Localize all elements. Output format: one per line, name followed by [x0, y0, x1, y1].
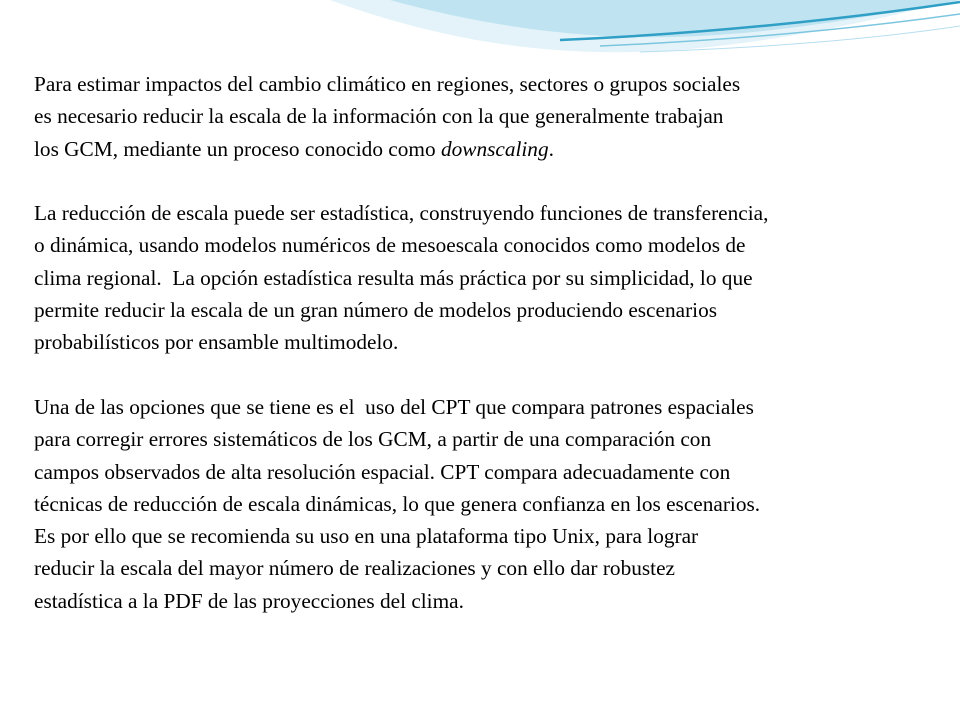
- paragraph-3-line-3: campos observados de alta resolución espacial. CPT compara adecuadamente con: [34, 459, 731, 484]
- paragraph-1: [34, 68, 954, 165]
- paragraph-1-line-3-after: .: [548, 136, 554, 161]
- paragraph-3-line-6: reducir la escala del mayor número de realizaciones y con ello dar robustez: [34, 556, 675, 581]
- paragraph-2-line-3: clima regional. La opción estadística resulta más práctica por su simplicidad, lo que: [34, 265, 753, 290]
- downscaling-term: downscaling: [440, 136, 549, 161]
- paragraph-2-line-4: permite reducir la escala de un gran número de modelos produciendo escenarios: [34, 298, 718, 323]
- paragraph-1-line-2: es necesario reducir la escala de la información con la que generalmente trabajan: [34, 104, 724, 129]
- paragraph-gap: [34, 165, 954, 197]
- paragraph-3-line-2: para corregir errores sistemáticos de los GCM, a partir de una comparación con: [34, 427, 712, 452]
- paragraph-3-line-7: estadística a la PDF de las proyecciones del clima.: [34, 588, 464, 613]
- paragraph-1-line-1: Para estimar impactos del cambio climático en regiones, sectores o grupos sociales: [34, 72, 741, 96]
- paragraph-3: [34, 391, 954, 617]
- paragraph-3-line-1: Una de las opciones que se tiene es el uso del CPT que compara patrones espaciales: [34, 394, 754, 419]
- paragraph-1-line-3-before: los GCM, mediante un proceso conocido como: [34, 136, 441, 161]
- paragraph-2-line-1: La reducción de escala puede ser estadística, construyendo funciones de transferencia,: [34, 201, 769, 226]
- paragraph-2-line-5: probabilísticos por ensamble multimodelo.: [34, 330, 399, 355]
- paragraph-2-line-2: o dinámica, usando modelos numéricos de mesoescala conocidos como modelos de: [34, 233, 746, 258]
- paragraph-3-line-4: técnicas de reducción de escala dinámicas, lo que genera confianza en los escenarios.: [34, 491, 761, 516]
- body-text: [34, 68, 954, 617]
- paragraph-gap: [34, 359, 954, 391]
- paragraph-3-line-5: Es por ello que se recomienda su uso en una plataforma tipo Unix, para lograr: [34, 524, 699, 549]
- paragraph-2: [34, 197, 954, 358]
- paragraph-1-line-3: [34, 133, 954, 165]
